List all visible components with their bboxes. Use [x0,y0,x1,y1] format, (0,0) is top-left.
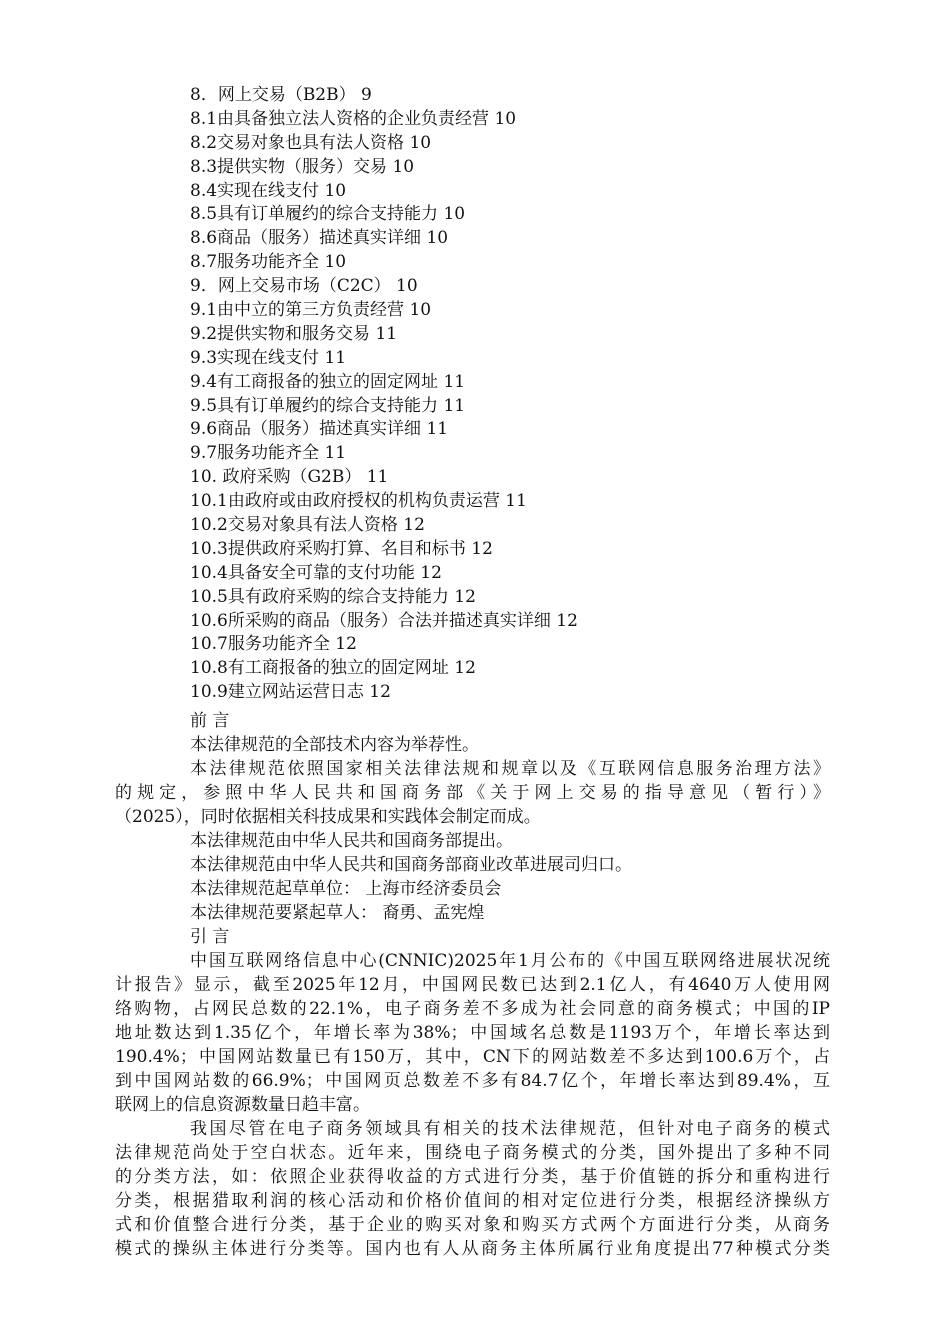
toc-entry: 8.5具有订单履约的综合支持能力 10 [190,204,466,225]
preface-drafters: 本法律规范要紧起草人： 裔勇、孟宪煌 [190,903,485,923]
intro-paragraph-line: 计报告》显示，截至2025年12月，中国网民数已达到2.1亿人，有4640万人使用网 [115,975,830,995]
table-of-contents [190,84,890,705]
toc-entry: 10.9建立网站运营日志 12 [190,682,391,703]
preface-paragraph-line: 本法律规范依照国家相关法律法规和规章以及《互联网信息服务治理方法》 [190,759,830,779]
intro-paragraph-line: 的分类方法，如：依照企业获得收益的方式进行分类，基于价值链的拆分和重构进行 [115,1167,830,1187]
toc-entry: 8.4实现在线支付 10 [190,180,347,201]
toc-entry: 9.1由中立的第三方负责经营 10 [190,300,432,321]
intro-paragraph-line: 我国尽管在电子商务领域具有相关的技术法律规范，但针对电子商务的模式 [190,1119,830,1139]
toc-entry: 10.5具有政府采购的综合支持能力 12 [190,586,476,607]
intro-paragraph-line: 模式的操纵主体进行分类等。国内也有人从商务主体所属行业角度提出77种模式分类 [115,1239,830,1259]
toc-entry: 9.3实现在线支付 11 [190,347,347,368]
preface-paragraph: 本法律规范由中华人民共和国商务部商业改革进展司归口。 [190,855,632,875]
preface-heading: 前 言 [190,711,230,731]
toc-entry: 8.2交易对象也具有法人资格 10 [190,132,432,153]
toc-entry: 9．网上交易市场（C2C） 10 [190,276,418,297]
preface-paragraph-line: 的规定，参照中华人民共和国商务部《关于网上交易的指导意见（暂行）》 [115,783,830,803]
intro-heading: 引 言 [190,927,230,947]
toc-entry: 8.7服务功能齐全 10 [190,252,347,273]
toc-entry: 10.3提供政府采购打算、名目和标书 12 [190,538,493,559]
toc-entry: 8.3提供实物（服务）交易 10 [190,156,415,177]
toc-entry: 10.4具备安全可靠的支付功能 12 [190,562,442,583]
intro-paragraph-line: 到中国网站数的66.9%；中国网页总数差不多有84.7亿个，年增长率达到89.4%，互 [115,1071,830,1091]
intro-paragraph-line: 法律规范尚处于空白状态。近年来，围绕电子商务模式的分类，国外提出了多种不同 [115,1143,830,1163]
toc-entry: 9.4有工商报备的独立的固定网址 11 [190,371,466,392]
preface-paragraph-line: （2025），同时依据相关科技成果和实践体会制定而成。 [115,807,541,827]
preface-paragraph: 本法律规范由中华人民共和国商务部提出。 [190,831,513,851]
toc-entry: 10. 政府采购（G2B） 11 [190,467,389,488]
toc-entry: 9.5具有订单履约的综合支持能力 11 [190,395,466,416]
intro-paragraph-line: 地址数达到1.35亿个，年增长率为38%；中国域名总数是1193万个，年增长率达到 [115,1023,830,1043]
toc-entry: 10.8有工商报备的独立的固定网址 12 [190,658,476,679]
toc-entry: 9.2提供实物和服务交易 11 [190,323,398,344]
preface-drafting-unit: 本法律规范起草单位： 上海市经济委员会 [190,879,502,899]
toc-entry: 10.1由政府或由政府授权的机构负责运营 11 [190,491,527,512]
toc-entry: 10.7服务功能齐全 12 [190,634,357,655]
toc-entry: 8.1由具备独立法人资格的企业负责经营 10 [190,108,517,129]
toc-entry: 8.6商品（服务）描述真实详细 10 [190,228,449,249]
toc-entry: 9.7服务功能齐全 11 [190,443,347,464]
intro-paragraph-line: 络购物，占网民总数的22.1%，电子商务差不多成为社会同意的商务模式；中国的IP [115,999,830,1019]
document-body [115,709,830,1261]
intro-paragraph-line: 联网上的信息资源数量日趋丰富。 [115,1095,370,1115]
preface-paragraph: 本法律规范的全部技术内容为举荐性。 [190,735,479,755]
toc-entry: 8．网上交易（B2B） 9 [190,85,372,105]
intro-paragraph-line: 中国互联网络信息中心(CNNIC)2025年1月公布的《中国互联网络进展状况统 [190,951,830,971]
intro-paragraph-line: 190.4%；中国网站数量已有150万，其中，CN下的网站数差不多达到100.6万个，占 [115,1047,830,1067]
toc-entry: 10.6所采购的商品（服务）合法并描述真实详细 12 [190,610,578,631]
toc-entry: 9.6商品（服务）描述真实详细 11 [190,419,449,440]
intro-paragraph-line: 式和价值整合进行分类，基于企业的购买对象和购买方式两个方面进行分类，从商务 [115,1215,830,1235]
toc-entry: 10.2交易对象具有法人资格 12 [190,515,425,536]
intro-paragraph-line: 分类，根据猎取利润的核心活动和价格价值间的相对定位进行分类，根据经济操纵方 [115,1191,830,1211]
